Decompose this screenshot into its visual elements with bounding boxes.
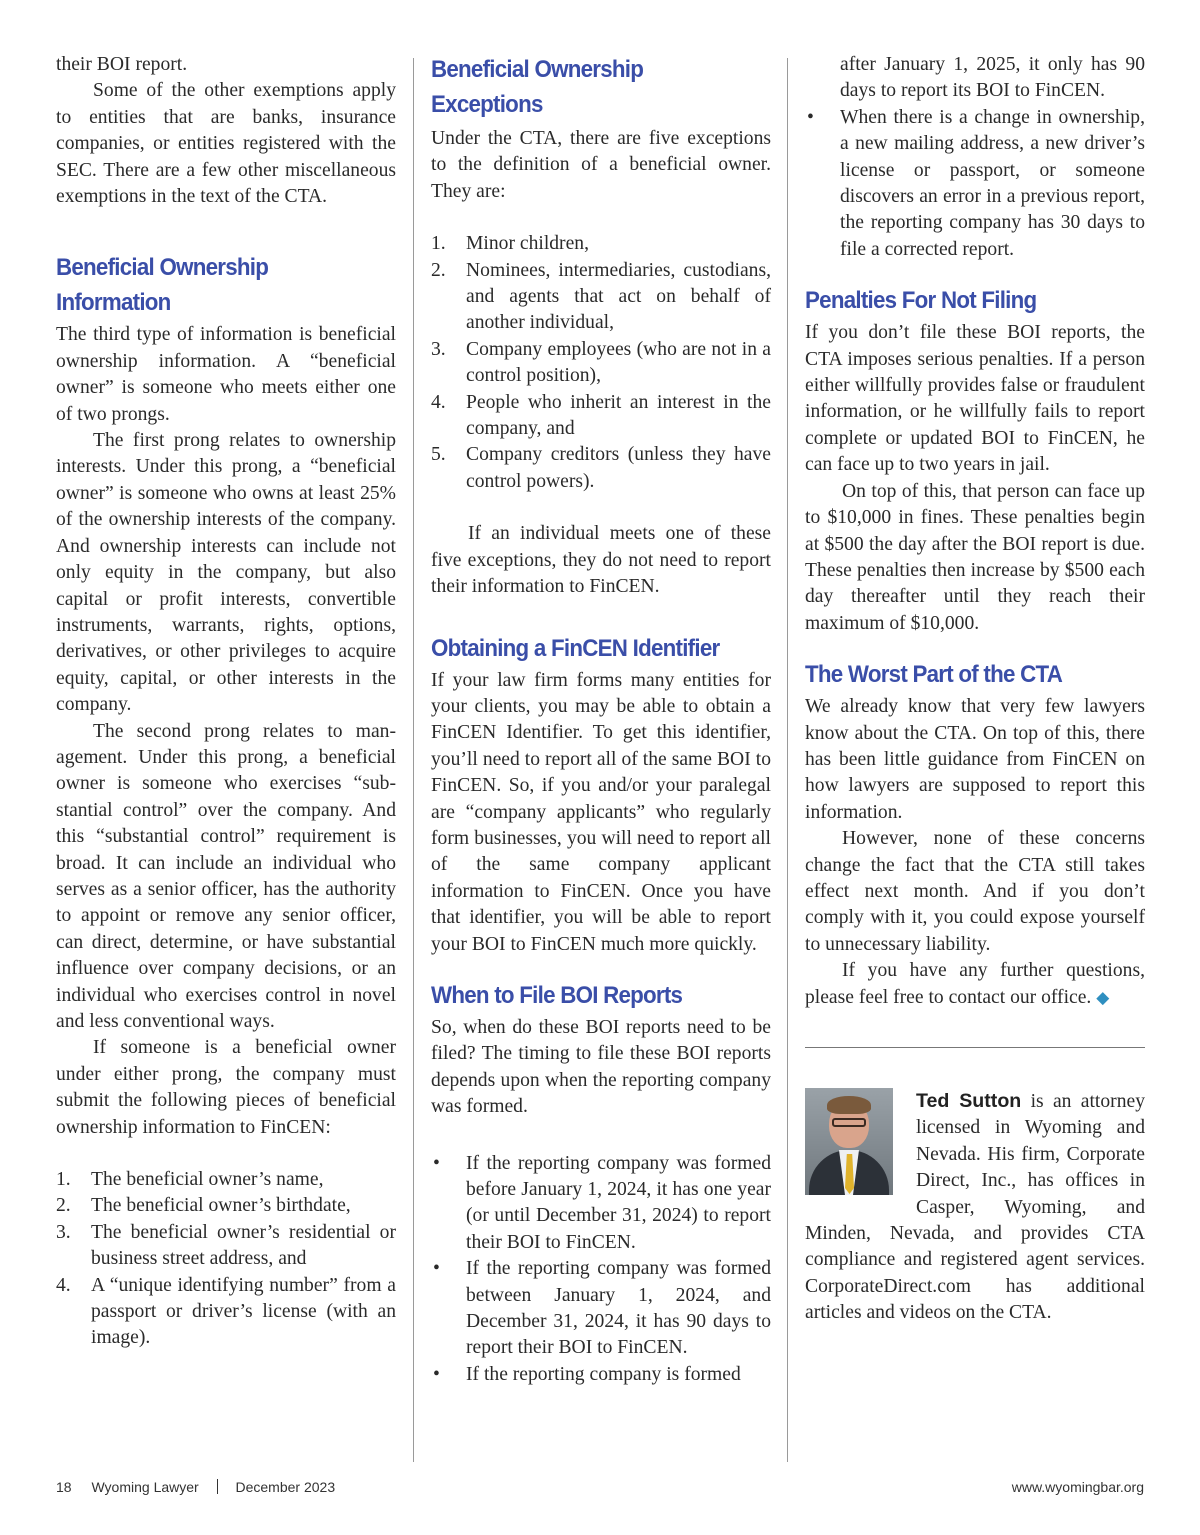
list-item-text: When there is a change in ownership, a new mailing address, a new driver’s license or passport, or someone discovers an error in a previous report, the reporting company has 30 days to file a corrected report. bbox=[840, 106, 1145, 260]
list-number: 5. bbox=[431, 444, 446, 466]
list-item-text: A “unique identifying number” from a passport or driver’s license (with an image). bbox=[91, 1274, 396, 1349]
paragraph: If you don’t file these BOI reports, the CTA imposes serious penalties. If a person either willfully provides false or fraudulent information, or he willfully fails to report complete or updated BOI to FinCEN, he can face up to two years in jail. bbox=[805, 322, 1145, 476]
list-number: 1. bbox=[56, 1169, 71, 1191]
paragraph: their BOI report. bbox=[56, 54, 188, 75]
list-item-text: The beneficial owner’s name, bbox=[91, 1169, 324, 1191]
paragraph: The first prong relates to ownership interests. Under this prong, a “beneficial owner” is someone who owns at least 25% of the ownership interests of the company. And ownership interests can include not only equity in the company, but also capital or profit interests, convertible instruments, warrants, rights, options, derivatives, or other privileges to acquire equity, capital, or other interests in the company. bbox=[56, 430, 396, 716]
list-item-text: Nominees, intermediaries, custodians, and agents that act on behalf of another individual, bbox=[466, 259, 771, 334]
list-item-text: If the reporting company was formed before January 1, 2024, it has one year (or until December 31, 2024) to report their BOI to FinCEN. bbox=[466, 1152, 771, 1253]
bullet: • bbox=[433, 1258, 440, 1280]
paragraph: If your law firm forms many entities for your clients, you may be able to obtain a FinCEN Identifier. To get this identifier, you’ll need to report all of the same BOI to FinCEN. So, if you and/or your paralegal are “company applicants” who regularly form businesses, you will need to report all of the same company applicant information to FinCEN. Once you have that identifier, you will be able to report your BOI to FinCEN much more quickly. bbox=[431, 669, 771, 955]
list-number: 3. bbox=[431, 338, 446, 360]
list-number: 1. bbox=[431, 233, 446, 255]
page-number: 18 bbox=[56, 1479, 72, 1495]
section-heading: Penalties For Not Filing bbox=[805, 287, 1037, 315]
paragraph bbox=[805, 958, 1145, 1011]
column-divider bbox=[413, 58, 414, 1462]
paragraph: We already know that very few lawyers know about the CTA. On top of this, there has been little guidance from FinCEN on how lawyers are supposed to report this information. bbox=[805, 696, 1145, 823]
paragraph: If someone is a beneficial owner under either prong, the company must submit the following pieces of beneficial ownership information to FinCEN: bbox=[56, 1037, 396, 1138]
section-heading: When to File BOI Reports bbox=[431, 981, 683, 1009]
list-item bbox=[805, 105, 1145, 263]
list-number: 2. bbox=[56, 1195, 71, 1217]
end-diamond-icon: ◆ bbox=[1096, 987, 1110, 1007]
list-number: 4. bbox=[56, 1274, 71, 1296]
list-item-text: The beneficial owner’s birthdate, bbox=[91, 1195, 351, 1217]
section-heading: Beneficial Ownership Information bbox=[56, 254, 269, 317]
paragraph: If an individual meets one of these five exceptions, they do not need to report their information to FinCEN. bbox=[431, 523, 771, 598]
paragraph: after January 1, 2025, it only has 90 days to report its BOI to FinCEN. bbox=[840, 54, 1145, 102]
list-item-text: People who inherit an interest in the company, and bbox=[466, 391, 771, 440]
section-heading: Beneficial Ownership Exceptions bbox=[431, 56, 644, 118]
author-photo bbox=[805, 1088, 893, 1195]
list-item-text: Company employees (who are not in a control position), bbox=[466, 338, 771, 387]
list-item bbox=[431, 1151, 771, 1257]
list-item bbox=[431, 258, 771, 337]
numbered-list bbox=[56, 1167, 396, 1352]
publication-name: Wyoming Lawyer bbox=[91, 1479, 199, 1495]
list-item bbox=[431, 442, 771, 495]
column-divider bbox=[787, 58, 788, 1462]
section-heading: Obtaining a FinCEN Identifier bbox=[431, 634, 720, 662]
footer-separator bbox=[217, 1479, 218, 1494]
paragraph: Some of the other exemptions apply to entities that are banks, insurance companies, or entities registered with the SEC. There are a few other miscellaneous exemptions in the text of the CTA. bbox=[56, 80, 396, 208]
list-item bbox=[431, 390, 771, 443]
column-2 bbox=[431, 52, 771, 1388]
list-item-text: If the reporting company is formed bbox=[466, 1363, 741, 1385]
list-item bbox=[56, 1193, 396, 1219]
list-number: 4. bbox=[431, 391, 446, 413]
paragraph: Under the CTA, there are five exceptions to the definition of a beneficial owner. They are: bbox=[431, 128, 771, 202]
column-3 bbox=[805, 52, 1145, 1327]
list-item bbox=[56, 1220, 396, 1273]
issue-date: December 2023 bbox=[235, 1479, 336, 1495]
list-item bbox=[431, 1362, 771, 1388]
paragraph: The third type of information is beneficial ownership information. A “beneficial owner” is someone who meets either one of two prongs. bbox=[56, 324, 396, 425]
page-footer bbox=[56, 1478, 335, 1496]
bullet: • bbox=[807, 106, 814, 128]
paragraph: The second prong relates to management. Under this prong, a beneficial owner is someone who exercises “substantial control” over the company. And this “substantial control” requirement is broad. It can include an individual who serves as a senior officer, has the authority to appoint or remove any senior officer, can direct, determine, or have substantial influence over company decisions, or an individual who exercises control in novel and less conventional ways. bbox=[56, 720, 396, 1032]
list-number: 3. bbox=[56, 1221, 71, 1243]
list-item-text: Minor children, bbox=[466, 233, 589, 255]
list-number: 2. bbox=[431, 259, 446, 281]
list-item-text: The beneficial owner’s residential or business street address, and bbox=[91, 1221, 396, 1270]
closing-text: If you have any further questions, please feel free to contact our office. bbox=[805, 960, 1145, 1008]
list-item bbox=[431, 337, 771, 390]
list-item bbox=[431, 1256, 771, 1362]
bio-description: is an attorney licensed in Wyoming and Nevada. His firm, Corporate Direct, Inc., has offices in Casper, Wyoming, and Minden, Nevada, and provides CTA compliance and registered agent services. CorporateDirect.com has additional articles and videos on the CTA. bbox=[805, 1091, 1145, 1324]
author-bio bbox=[805, 1088, 1145, 1327]
bullet: • bbox=[433, 1152, 440, 1174]
numbered-list bbox=[431, 231, 771, 495]
list-item bbox=[431, 231, 771, 257]
section-heading: The Worst Part of the CTA bbox=[805, 661, 1063, 689]
website-link[interactable]: www.wyomingbar.org bbox=[1011, 1479, 1144, 1495]
list-item-text: Company creditors (unless they have control powers). bbox=[466, 444, 771, 492]
paragraph: However, none of these concerns change the fact that the CTA still takes effect next month. And if you don’t comply with it, you could expose yourself to unnecessary liability. bbox=[805, 828, 1145, 955]
list-item-text: If the reporting company was formed between January 1, 2024, and December 31, 2024, it has 90 days to report their BOI to FinCEN. bbox=[466, 1258, 771, 1359]
column-1 bbox=[56, 52, 396, 1352]
paragraph: On top of this, that person can face up to $10,000 in fines. These penalties begin at $500 the day after the BOI report is due. These penalties then increase by $500 each day thereafter until they reach their maximum of $10,000. bbox=[805, 480, 1145, 634]
author-name: Ted Sutton bbox=[916, 1090, 1022, 1112]
list-item bbox=[56, 1273, 396, 1352]
bullet: • bbox=[433, 1363, 440, 1385]
paragraph: So, when do these BOI reports need to be filed? The timing to file these BOI reports depends upon when the reporting company was formed. bbox=[431, 1016, 771, 1118]
bullet-list bbox=[805, 105, 1145, 263]
bullet-list bbox=[431, 1151, 771, 1389]
list-item bbox=[56, 1167, 396, 1193]
